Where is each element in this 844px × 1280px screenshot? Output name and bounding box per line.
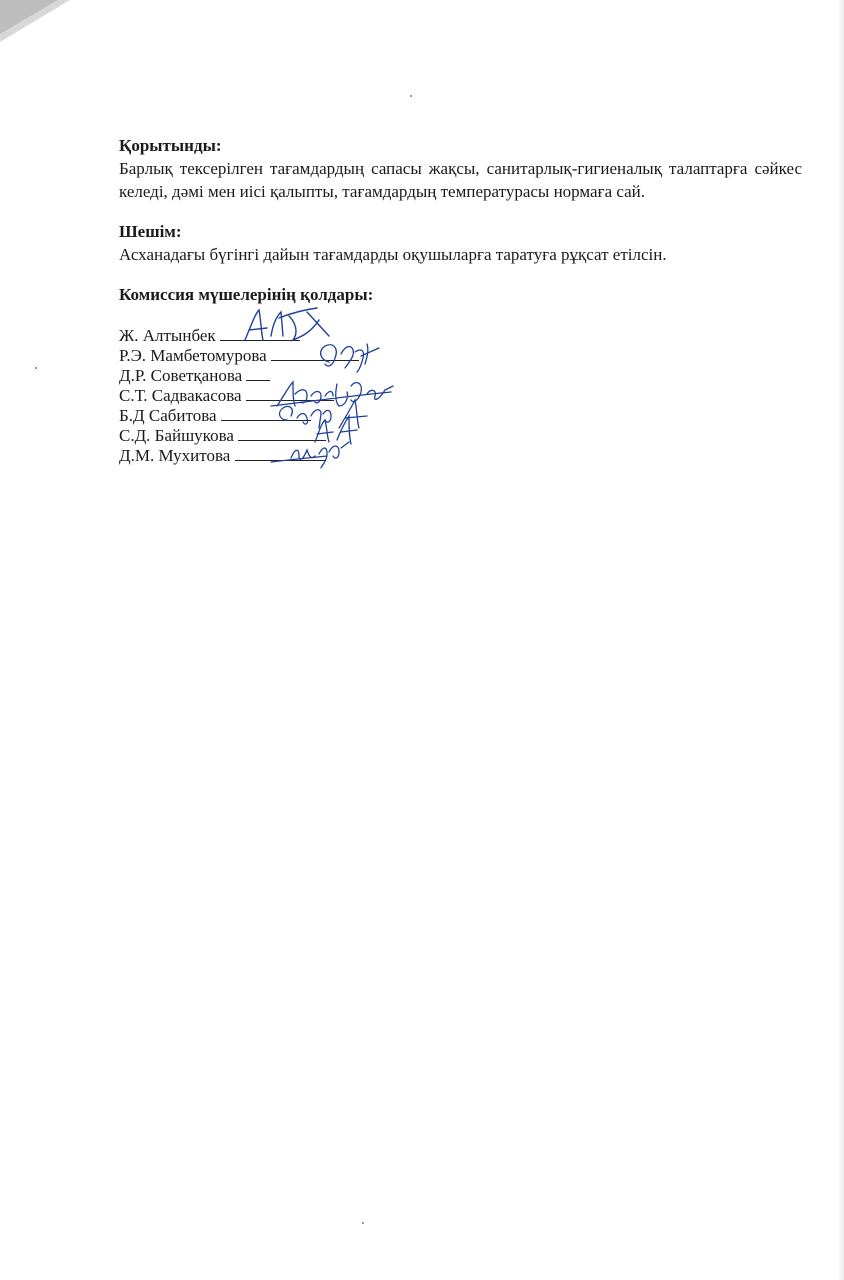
member-name: С.Д. Байшукова — [119, 426, 234, 445]
signature-row — [119, 386, 802, 406]
handwritten-signature — [267, 436, 357, 470]
member-name: С.Т. Садвакасова — [119, 386, 242, 405]
signatures-section — [119, 284, 802, 466]
conclusion-text: Барлық тексерілген тағамдардың сапасы жақсы, санитарлық-гигиеналық талаптарға сәйкес келеді, дәмі мен иісі қалыпты, тағамдардың температурасы нормаға сай. — [119, 159, 802, 201]
conclusion-section — [119, 135, 802, 203]
signature-row — [119, 326, 802, 346]
member-name: Б.Д Сабитова — [119, 406, 217, 425]
scan-speck — [410, 95, 412, 97]
document-body — [119, 135, 802, 484]
signature-row — [119, 426, 802, 446]
decision-heading: Шешім: — [119, 222, 182, 241]
decision-section — [119, 221, 802, 266]
decision-text: Асханадағы бүгінгі дайын тағамдарды оқушыларға таратуға рұқсат етілсін. — [119, 245, 667, 264]
folded-corner — [0, 0, 70, 45]
scan-speck — [362, 1222, 364, 1224]
scan-speck — [35, 367, 37, 369]
member-name: Ж. Алтынбек — [119, 326, 216, 345]
signature-row — [119, 346, 802, 366]
member-name: Д.Р. Советқанова — [119, 366, 243, 385]
signature-row — [119, 366, 802, 386]
member-name: Д.М. Мухитова — [119, 446, 231, 465]
conclusion-heading: Қорытынды: — [119, 136, 222, 155]
signature-row — [119, 406, 802, 426]
page-edge-shadow — [838, 0, 844, 1280]
signature-row — [119, 446, 802, 466]
signature-list — [119, 326, 802, 466]
member-name: Р.Э. Мамбетомурова — [119, 346, 267, 365]
signatures-heading: Комиссия мүшелерінің қолдары: — [119, 285, 374, 304]
